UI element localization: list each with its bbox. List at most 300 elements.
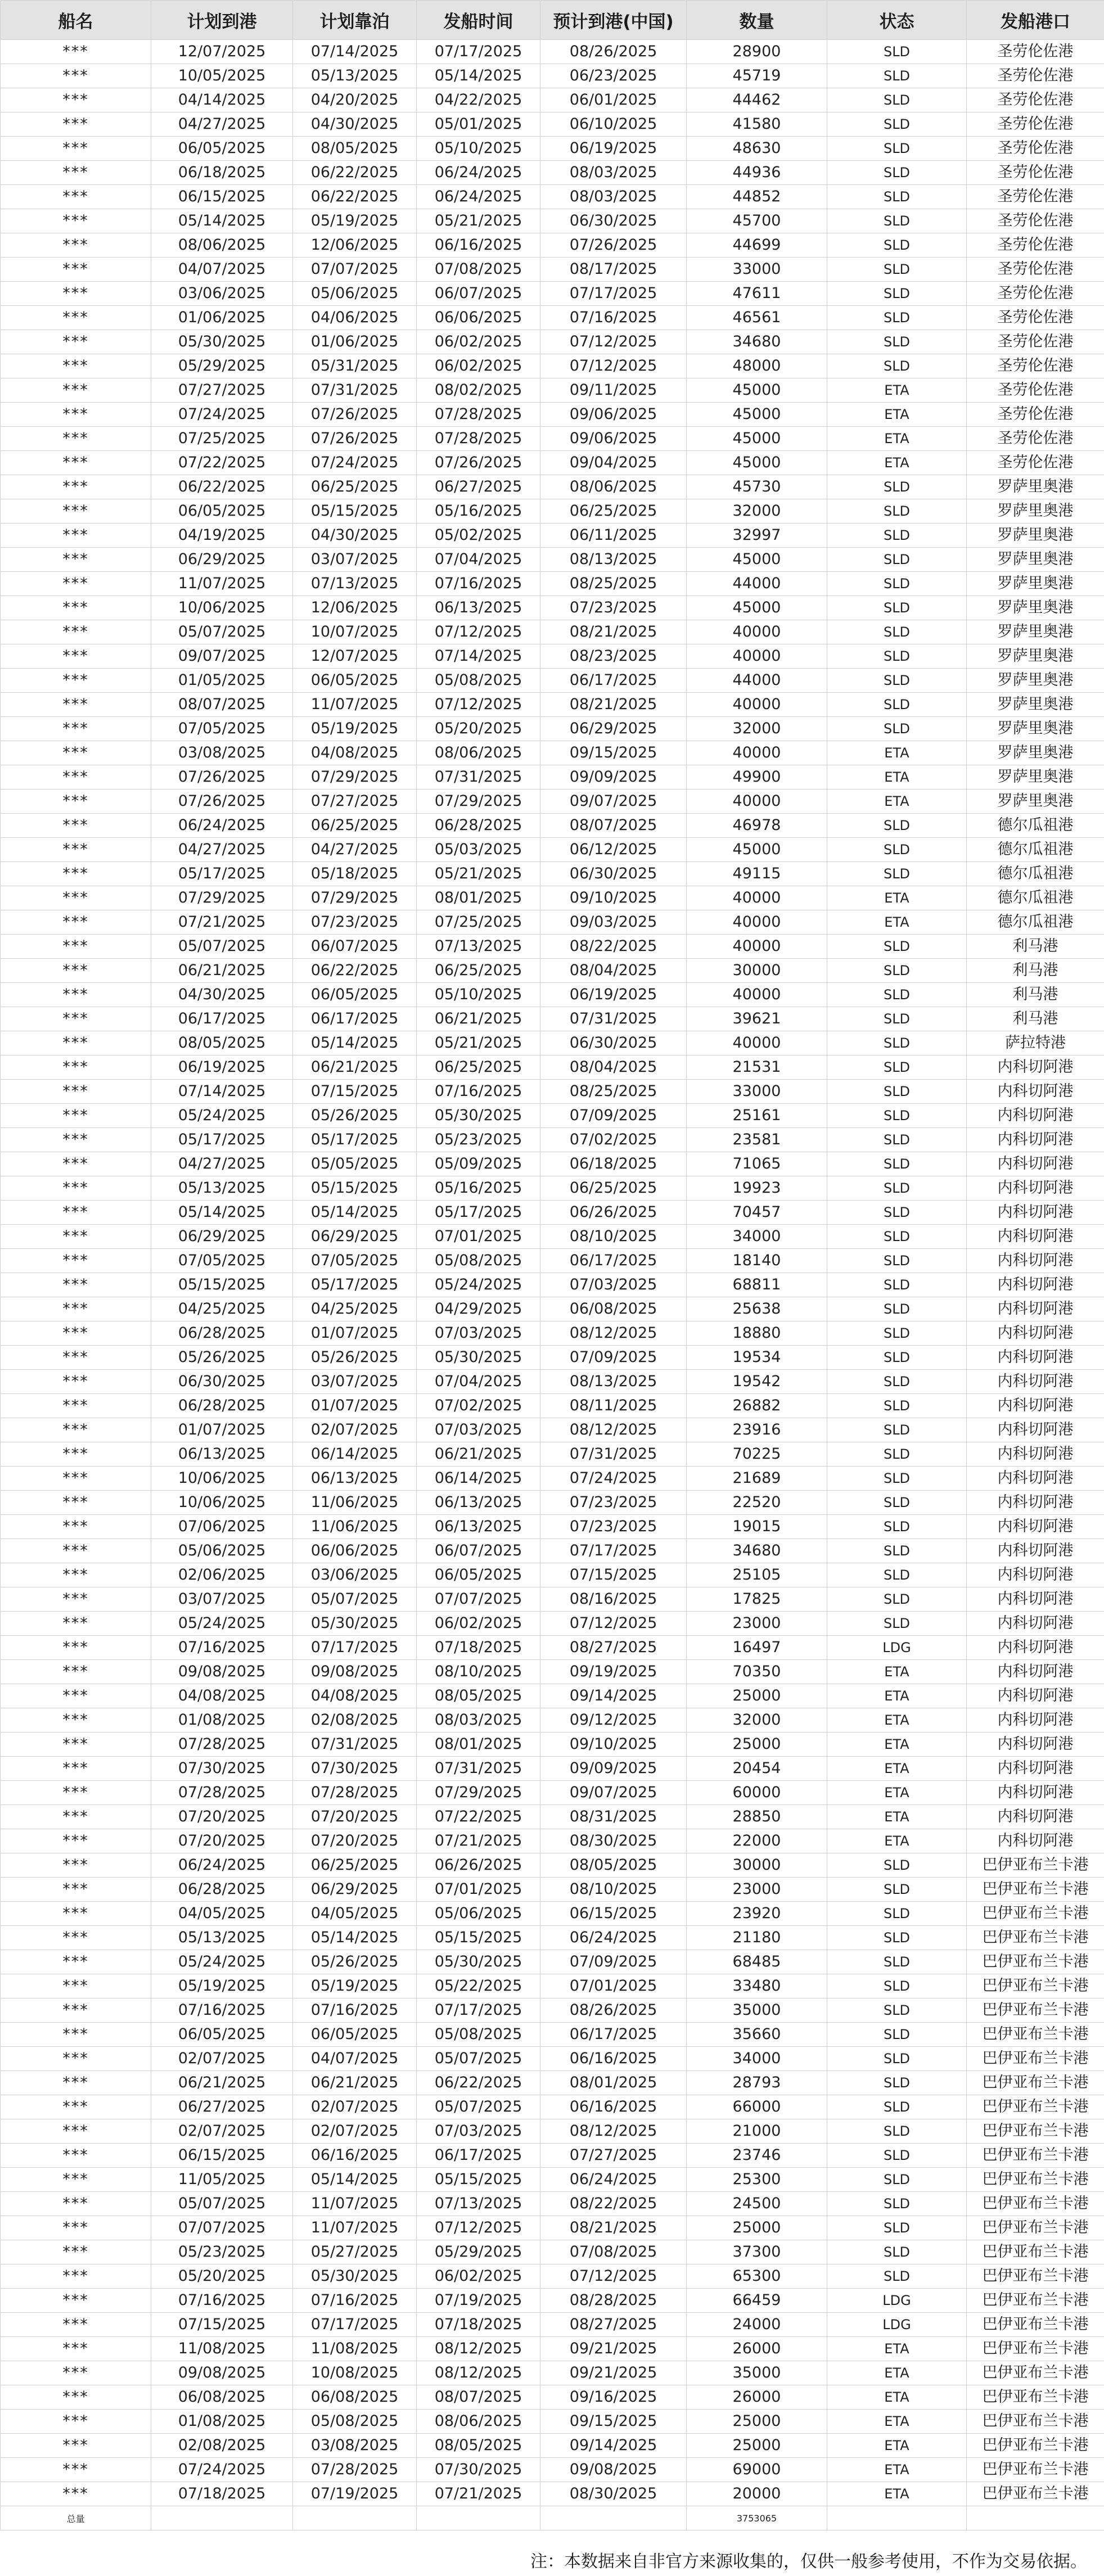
loading-port-cell: 巴伊亚布兰卡港: [967, 1998, 1104, 2023]
status-cell: SLD: [827, 644, 967, 669]
departure-cell: 07/12/2025: [417, 620, 540, 644]
departure-cell: 04/29/2025: [417, 1297, 540, 1321]
planned-berthing-cell: 04/06/2025: [293, 306, 417, 330]
col-header-quantity[interactable]: 数量: [687, 1, 827, 40]
table-row[interactable]: [1, 2071, 1104, 2095]
vessel-cell: ***: [1, 2047, 151, 2071]
table-row[interactable]: [1, 354, 1104, 378]
planned-arrival-cell: 06/15/2025: [151, 2144, 293, 2168]
table-row[interactable]: [1, 209, 1104, 233]
table-row[interactable]: [1, 1297, 1104, 1321]
table-row[interactable]: [1, 378, 1104, 403]
table-row[interactable]: [1, 1321, 1104, 1346]
quantity-cell: 45000: [687, 596, 827, 620]
planned-berthing-cell: 11/08/2025: [293, 2337, 417, 2361]
departure-cell: 05/22/2025: [417, 1974, 540, 1998]
table-row[interactable]: [1, 1829, 1104, 1853]
table-row[interactable]: [1, 306, 1104, 330]
planned-berthing-cell: 12/06/2025: [293, 233, 417, 258]
table-row[interactable]: [1, 1563, 1104, 1587]
table-row[interactable]: [1, 2337, 1104, 2361]
planned-arrival-cell: 01/05/2025: [151, 669, 293, 693]
quantity-cell: 24000: [687, 2313, 827, 2337]
loading-port-cell: 巴伊亚布兰卡港: [967, 2264, 1104, 2289]
table-row[interactable]: [1, 790, 1104, 814]
planned-arrival-cell: 11/07/2025: [151, 572, 293, 596]
status-cell: ETA: [827, 451, 967, 475]
table-row[interactable]: [1, 524, 1104, 548]
table-row[interactable]: [1, 862, 1104, 886]
planned-berthing-cell: 11/07/2025: [293, 693, 417, 717]
table-row[interactable]: [1, 1225, 1104, 1249]
planned-arrival-cell: 06/05/2025: [151, 499, 293, 524]
table-row[interactable]: [1, 2482, 1104, 2506]
planned-arrival-cell: 06/28/2025: [151, 1321, 293, 1346]
loading-port-cell: 内科切阿港: [967, 1515, 1104, 1539]
total-empty-cell: [417, 2506, 540, 2530]
departure-cell: 07/16/2025: [417, 1080, 540, 1104]
table-row[interactable]: [1, 1998, 1104, 2023]
col-header-loading-port[interactable]: 发船港口: [967, 1, 1104, 40]
planned-arrival-cell: 04/07/2025: [151, 258, 293, 282]
departure-cell: 07/02/2025: [417, 1394, 540, 1418]
vessel-cell: ***: [1, 1563, 151, 1587]
departure-cell: 06/13/2025: [417, 596, 540, 620]
col-header-vessel[interactable]: 船名: [1, 1, 151, 40]
table-row[interactable]: [1, 2192, 1104, 2216]
eta-china-cell: 08/26/2025: [540, 40, 687, 64]
table-row[interactable]: [1, 1128, 1104, 1152]
quantity-cell: 46561: [687, 306, 827, 330]
table-row[interactable]: [1, 1636, 1104, 1660]
table-row[interactable]: [1, 112, 1104, 137]
status-cell: LDG: [827, 2289, 967, 2313]
status-cell: SLD: [827, 2192, 967, 2216]
planned-arrival-cell: 08/06/2025: [151, 233, 293, 258]
vessel-cell: ***: [1, 693, 151, 717]
table-row[interactable]: [1, 620, 1104, 644]
table-row[interactable]: [1, 2434, 1104, 2458]
loading-port-cell: 圣劳伦佐港: [967, 40, 1104, 64]
table-row[interactable]: [1, 40, 1104, 64]
departure-cell: 08/12/2025: [417, 2361, 540, 2385]
eta-china-cell: 07/17/2025: [540, 282, 687, 306]
table-row[interactable]: [1, 1442, 1104, 1467]
departure-cell: 06/02/2025: [417, 1612, 540, 1636]
planned-berthing-cell: 07/24/2025: [293, 451, 417, 475]
col-header-eta-china[interactable]: 预计到港(中国): [540, 1, 687, 40]
status-cell: SLD: [827, 1539, 967, 1563]
table-row[interactable]: [1, 1515, 1104, 1539]
table-row[interactable]: [1, 2047, 1104, 2071]
departure-cell: 05/08/2025: [417, 1249, 540, 1273]
quantity-cell: 33000: [687, 1080, 827, 1104]
table-row[interactable]: [1, 2023, 1104, 2047]
vessel-cell: ***: [1, 1442, 151, 1467]
planned-arrival-cell: 06/15/2025: [151, 185, 293, 209]
planned-arrival-cell: 05/07/2025: [151, 935, 293, 959]
table-row[interactable]: [1, 1878, 1104, 1902]
quantity-cell: 32000: [687, 499, 827, 524]
vessel-cell: ***: [1, 2361, 151, 2385]
table-row[interactable]: [1, 765, 1104, 790]
table-row[interactable]: [1, 1104, 1104, 1128]
planned-arrival-cell: 08/07/2025: [151, 693, 293, 717]
planned-arrival-cell: 11/05/2025: [151, 2168, 293, 2192]
loading-port-cell: 内科切阿港: [967, 1346, 1104, 1370]
table-row[interactable]: [1, 1684, 1104, 1708]
vessel-cell: ***: [1, 1878, 151, 1902]
table-row[interactable]: [1, 2240, 1104, 2264]
eta-china-cell: 09/09/2025: [540, 1757, 687, 1781]
table-row[interactable]: [1, 886, 1104, 910]
eta-china-cell: 08/30/2025: [540, 1829, 687, 1853]
eta-china-cell: 09/07/2025: [540, 790, 687, 814]
loading-port-cell: 巴伊亚布兰卡港: [967, 1974, 1104, 1998]
table-row[interactable]: [1, 282, 1104, 306]
table-row[interactable]: [1, 1467, 1104, 1491]
table-row[interactable]: [1, 1805, 1104, 1829]
table-row[interactable]: [1, 403, 1104, 427]
table-row[interactable]: [1, 88, 1104, 112]
table-row[interactable]: [1, 1370, 1104, 1394]
vessel-cell: ***: [1, 1491, 151, 1515]
planned-arrival-cell: 06/05/2025: [151, 2023, 293, 2047]
planned-berthing-cell: 06/06/2025: [293, 1539, 417, 1563]
total-empty-cell: [967, 2506, 1104, 2530]
table-row[interactable]: [1, 1733, 1104, 1757]
planned-berthing-cell: 02/07/2025: [293, 1418, 417, 1442]
departure-cell: 06/02/2025: [417, 354, 540, 378]
table-row[interactable]: [1, 1152, 1104, 1176]
departure-cell: 07/26/2025: [417, 451, 540, 475]
table-row[interactable]: [1, 451, 1104, 475]
departure-cell: 06/07/2025: [417, 282, 540, 306]
eta-china-cell: 07/02/2025: [540, 1128, 687, 1152]
table-row[interactable]: [1, 499, 1104, 524]
eta-china-cell: 07/27/2025: [540, 2144, 687, 2168]
table-row[interactable]: [1, 741, 1104, 765]
table-row[interactable]: [1, 2289, 1104, 2313]
status-cell: SLD: [827, 1249, 967, 1273]
table-row[interactable]: [1, 1007, 1104, 1031]
departure-cell: 07/12/2025: [417, 693, 540, 717]
planned-berthing-cell: 07/29/2025: [293, 765, 417, 790]
loading-port-cell: 罗萨里奥港: [967, 475, 1104, 499]
vessel-cell: ***: [1, 1708, 151, 1733]
vessel-cell: ***: [1, 717, 151, 741]
table-row[interactable]: [1, 1491, 1104, 1515]
eta-china-cell: 06/17/2025: [540, 1249, 687, 1273]
planned-berthing-cell: 03/08/2025: [293, 2434, 417, 2458]
planned-berthing-cell: 06/13/2025: [293, 1467, 417, 1491]
vessel-cell: ***: [1, 209, 151, 233]
table-row[interactable]: [1, 838, 1104, 862]
eta-china-cell: 06/01/2025: [540, 88, 687, 112]
table-row[interactable]: [1, 1587, 1104, 1612]
eta-china-cell: 08/27/2025: [540, 1636, 687, 1660]
table-row[interactable]: [1, 693, 1104, 717]
planned-berthing-cell: 06/22/2025: [293, 161, 417, 185]
planned-berthing-cell: 07/26/2025: [293, 403, 417, 427]
table-row[interactable]: [1, 1853, 1104, 1878]
table-row[interactable]: [1, 475, 1104, 499]
table-row[interactable]: [1, 1926, 1104, 1950]
total-empty-cell: [151, 2506, 293, 2530]
status-cell: SLD: [827, 2240, 967, 2264]
status-cell: SLD: [827, 1442, 967, 1467]
vessel-cell: ***: [1, 765, 151, 790]
table-row[interactable]: [1, 959, 1104, 983]
departure-cell: 06/06/2025: [417, 306, 540, 330]
quantity-cell: 28850: [687, 1805, 827, 1829]
departure-cell: 05/30/2025: [417, 1104, 540, 1128]
table-row[interactable]: [1, 1757, 1104, 1781]
loading-port-cell: 利马港: [967, 935, 1104, 959]
vessel-cell: ***: [1, 282, 151, 306]
vessel-cell: ***: [1, 790, 151, 814]
planned-arrival-cell: 10/06/2025: [151, 1467, 293, 1491]
quantity-cell: 19542: [687, 1370, 827, 1394]
quantity-cell: 25000: [687, 2410, 827, 2434]
loading-port-cell: 内科切阿港: [967, 1805, 1104, 1829]
quantity-cell: 21180: [687, 1926, 827, 1950]
quantity-cell: 25000: [687, 2434, 827, 2458]
status-cell: ETA: [827, 1829, 967, 1853]
status-cell: SLD: [827, 282, 967, 306]
table-row[interactable]: [1, 910, 1104, 935]
departure-cell: 06/28/2025: [417, 814, 540, 838]
status-cell: SLD: [827, 137, 967, 161]
eta-china-cell: 06/29/2025: [540, 717, 687, 741]
quantity-cell: 40000: [687, 620, 827, 644]
planned-arrival-cell: 07/06/2025: [151, 1515, 293, 1539]
table-row[interactable]: [1, 2264, 1104, 2289]
eta-china-cell: 07/09/2025: [540, 1950, 687, 1974]
eta-china-cell: 08/03/2025: [540, 185, 687, 209]
status-cell: SLD: [827, 185, 967, 209]
planned-berthing-cell: 09/08/2025: [293, 1660, 417, 1684]
departure-cell: 07/03/2025: [417, 1418, 540, 1442]
departure-cell: 05/09/2025: [417, 1152, 540, 1176]
table-row[interactable]: [1, 2216, 1104, 2240]
vessel-cell: ***: [1, 1128, 151, 1152]
departure-cell: 06/13/2025: [417, 1515, 540, 1539]
table-row[interactable]: [1, 548, 1104, 572]
eta-china-cell: 09/06/2025: [540, 427, 687, 451]
table-row[interactable]: [1, 1031, 1104, 1055]
table-row[interactable]: [1, 1080, 1104, 1104]
loading-port-cell: 巴伊亚布兰卡港: [967, 2192, 1104, 2216]
eta-china-cell: 08/25/2025: [540, 1080, 687, 1104]
table-row[interactable]: [1, 1249, 1104, 1273]
table-row[interactable]: [1, 2095, 1104, 2119]
table-row[interactable]: [1, 1950, 1104, 1974]
quantity-cell: 32000: [687, 717, 827, 741]
planned-arrival-cell: 05/13/2025: [151, 1926, 293, 1950]
table-row[interactable]: [1, 935, 1104, 959]
planned-arrival-cell: 06/29/2025: [151, 1225, 293, 1249]
vessel-cell: ***: [1, 330, 151, 354]
table-row[interactable]: [1, 669, 1104, 693]
planned-berthing-cell: 05/27/2025: [293, 2240, 417, 2264]
quantity-cell: 34680: [687, 1539, 827, 1563]
table-row[interactable]: [1, 2144, 1104, 2168]
quantity-cell: 40000: [687, 1031, 827, 1055]
table-row[interactable]: [1, 2168, 1104, 2192]
eta-china-cell: 08/21/2025: [540, 620, 687, 644]
table-row[interactable]: [1, 572, 1104, 596]
loading-port-cell: 圣劳伦佐港: [967, 403, 1104, 427]
departure-cell: 07/21/2025: [417, 1829, 540, 1853]
status-cell: SLD: [827, 548, 967, 572]
departure-cell: 06/26/2025: [417, 1853, 540, 1878]
table-row[interactable]: [1, 814, 1104, 838]
col-header-status[interactable]: 状态: [827, 1, 967, 40]
table-row[interactable]: [1, 2385, 1104, 2410]
table-row[interactable]: [1, 64, 1104, 88]
quantity-cell: 68485: [687, 1950, 827, 1974]
table-row[interactable]: [1, 2313, 1104, 2337]
planned-berthing-cell: 07/05/2025: [293, 1249, 417, 1273]
table-row[interactable]: [1, 2119, 1104, 2144]
quantity-cell: 28900: [687, 40, 827, 64]
quantity-cell: 22520: [687, 1491, 827, 1515]
quantity-cell: 25638: [687, 1297, 827, 1321]
planned-arrival-cell: 06/28/2025: [151, 1878, 293, 1902]
departure-cell: 06/02/2025: [417, 2264, 540, 2289]
departure-cell: 08/07/2025: [417, 2385, 540, 2410]
departure-cell: 05/07/2025: [417, 2047, 540, 2071]
departure-cell: 05/15/2025: [417, 2168, 540, 2192]
quantity-cell: 40000: [687, 644, 827, 669]
table-row[interactable]: [1, 1781, 1104, 1805]
col-header-departure[interactable]: 发船时间: [417, 1, 540, 40]
vessel-cell: ***: [1, 427, 151, 451]
planned-berthing-cell: 06/22/2025: [293, 185, 417, 209]
planned-berthing-cell: 06/21/2025: [293, 2071, 417, 2095]
departure-cell: 06/05/2025: [417, 1563, 540, 1587]
vessel-cell: ***: [1, 1394, 151, 1418]
planned-arrival-cell: 06/21/2025: [151, 2071, 293, 2095]
planned-berthing-cell: 06/05/2025: [293, 2023, 417, 2047]
table-row[interactable]: [1, 2458, 1104, 2482]
planned-berthing-cell: 11/07/2025: [293, 2216, 417, 2240]
table-row[interactable]: [1, 161, 1104, 185]
status-cell: SLD: [827, 1104, 967, 1128]
col-header-planned-berthing[interactable]: 计划靠泊: [293, 1, 417, 40]
table-row[interactable]: [1, 137, 1104, 161]
quantity-cell: 16497: [687, 1636, 827, 1660]
planned-arrival-cell: 05/20/2025: [151, 2264, 293, 2289]
planned-arrival-cell: 06/22/2025: [151, 475, 293, 499]
status-cell: ETA: [827, 2458, 967, 2482]
table-row[interactable]: [1, 1176, 1104, 1201]
quantity-cell: 39621: [687, 1007, 827, 1031]
loading-port-cell: 罗萨里奥港: [967, 548, 1104, 572]
planned-berthing-cell: 07/15/2025: [293, 1080, 417, 1104]
loading-port-cell: 内科切阿港: [967, 1201, 1104, 1225]
planned-arrival-cell: 07/25/2025: [151, 427, 293, 451]
vessel-cell: ***: [1, 451, 151, 475]
departure-cell: 07/22/2025: [417, 1805, 540, 1829]
table-row[interactable]: [1, 717, 1104, 741]
table-row[interactable]: [1, 1418, 1104, 1442]
loading-port-cell: 内科切阿港: [967, 1418, 1104, 1442]
table-row[interactable]: [1, 1974, 1104, 1998]
table-row[interactable]: [1, 1394, 1104, 1418]
table-row[interactable]: [1, 185, 1104, 209]
table-row[interactable]: [1, 596, 1104, 620]
loading-port-cell: 巴伊亚布兰卡港: [967, 2410, 1104, 2434]
table-row[interactable]: [1, 1612, 1104, 1636]
planned-berthing-cell: 04/05/2025: [293, 1902, 417, 1926]
loading-port-cell: 圣劳伦佐港: [967, 64, 1104, 88]
table-row[interactable]: [1, 2410, 1104, 2434]
status-cell: SLD: [827, 814, 967, 838]
vessel-cell: ***: [1, 1684, 151, 1708]
planned-arrival-cell: 05/26/2025: [151, 1346, 293, 1370]
table-row[interactable]: [1, 427, 1104, 451]
planned-berthing-cell: 06/25/2025: [293, 814, 417, 838]
planned-berthing-cell: 07/16/2025: [293, 1998, 417, 2023]
table-row[interactable]: [1, 1708, 1104, 1733]
eta-china-cell: 09/09/2025: [540, 765, 687, 790]
departure-cell: 07/28/2025: [417, 403, 540, 427]
planned-berthing-cell: 04/25/2025: [293, 1297, 417, 1321]
departure-cell: 07/16/2025: [417, 572, 540, 596]
table-row[interactable]: [1, 983, 1104, 1007]
table-row[interactable]: [1, 1201, 1104, 1225]
eta-china-cell: 08/03/2025: [540, 161, 687, 185]
table-row[interactable]: [1, 1539, 1104, 1563]
table-row[interactable]: [1, 1660, 1104, 1684]
table-row[interactable]: [1, 1273, 1104, 1297]
quantity-cell: 34680: [687, 330, 827, 354]
vessel-cell: ***: [1, 2119, 151, 2144]
planned-arrival-cell: 06/27/2025: [151, 2095, 293, 2119]
eta-china-cell: 07/23/2025: [540, 1515, 687, 1539]
quantity-cell: 23581: [687, 1128, 827, 1152]
status-cell: SLD: [827, 2264, 967, 2289]
col-header-planned-arrival[interactable]: 计划到港: [151, 1, 293, 40]
eta-china-cell: 07/08/2025: [540, 2240, 687, 2264]
table-row[interactable]: [1, 1902, 1104, 1926]
quantity-cell: 45700: [687, 209, 827, 233]
table-row[interactable]: [1, 330, 1104, 354]
eta-china-cell: 09/15/2025: [540, 741, 687, 765]
table-row[interactable]: [1, 2361, 1104, 2385]
table-row[interactable]: [1, 1055, 1104, 1080]
status-cell: SLD: [827, 1612, 967, 1636]
table-row[interactable]: [1, 1346, 1104, 1370]
total-empty-cell: [293, 2506, 417, 2530]
eta-china-cell: 08/27/2025: [540, 2313, 687, 2337]
quantity-cell: 60000: [687, 1781, 827, 1805]
quantity-cell: 26882: [687, 1394, 827, 1418]
planned-berthing-cell: 06/25/2025: [293, 1853, 417, 1878]
table-row[interactable]: [1, 258, 1104, 282]
departure-cell: 05/30/2025: [417, 1346, 540, 1370]
table-row[interactable]: [1, 644, 1104, 669]
quantity-cell: 33480: [687, 1974, 827, 1998]
table-row[interactable]: [1, 233, 1104, 258]
eta-china-cell: 06/18/2025: [540, 1152, 687, 1176]
departure-cell: 06/14/2025: [417, 1467, 540, 1491]
status-cell: SLD: [827, 1515, 967, 1539]
quantity-cell: 18140: [687, 1249, 827, 1273]
eta-china-cell: 06/19/2025: [540, 983, 687, 1007]
